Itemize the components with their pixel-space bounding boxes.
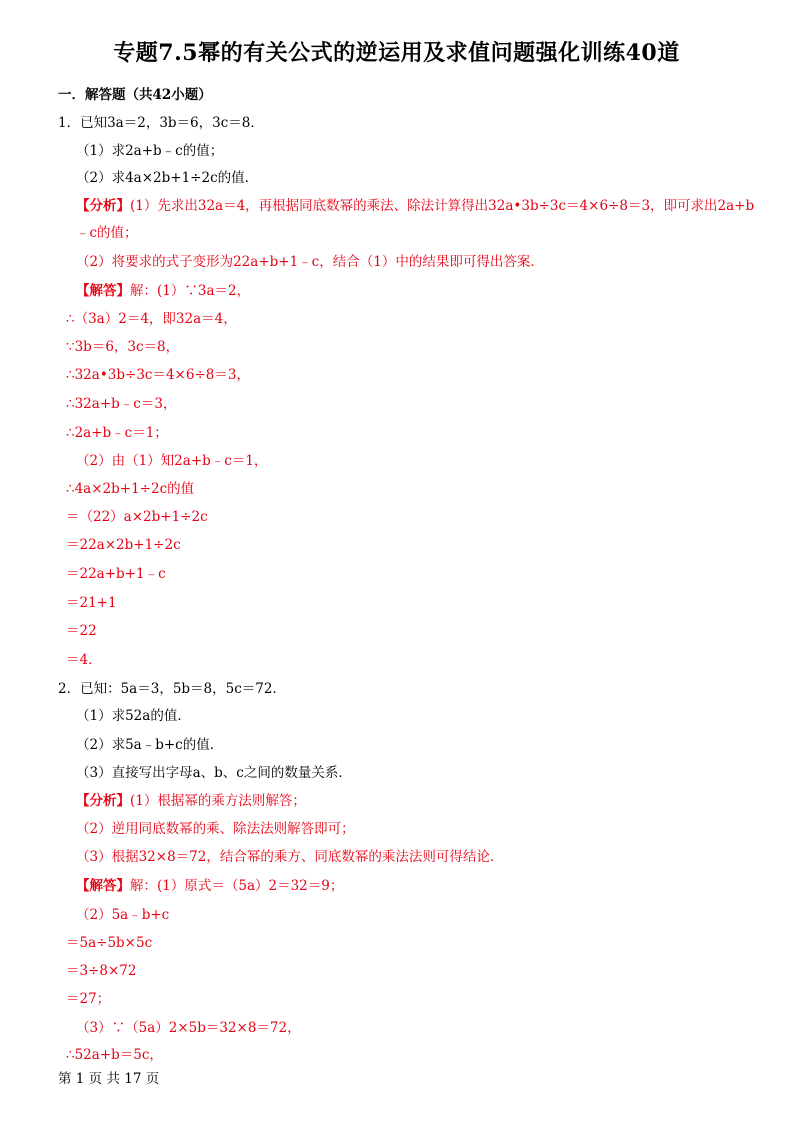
q2-part1: （1）求52a的值． [76, 708, 191, 724]
q1-answer-line: ∴32a•3b÷3c＝4×6÷8＝3， [66, 367, 250, 383]
q1-stem: 1．已知3a＝2，3b＝6，3c＝8． [58, 115, 264, 131]
answer-tag: 【解答】 [76, 283, 130, 299]
q2-answer-line: ＝3÷8×72 [66, 963, 137, 979]
q2-answer-line: （3）∵（5a）2×5b＝32×8＝72， [76, 1020, 301, 1036]
q1-answer-line: （2）由（1）知2a+b﹣c＝1， [76, 453, 268, 469]
q1-analysis-line1: 【分析】(1）先求出32a＝4，再根据同底数幂的乘法、除法计算得出32a•3b÷3c＝4×6÷8＝3，即可求出2a+b [76, 198, 755, 214]
analysis-tag: 【分析】 [76, 198, 130, 214]
q2-answer-line: ∴52a+b＝5c， [66, 1047, 163, 1063]
q1-answer-line: 【解答】解：(1）∵3a＝2， [76, 283, 251, 299]
q1-part1: （1）求2a+b﹣c的值； [76, 143, 224, 159]
page-title: 专题7.5幂的有关公式的逆运用及求值问题强化训练40道 [113, 40, 680, 66]
q1-answer-line: ＝（22）a×2b+1÷2c [66, 509, 208, 525]
q2-answer-line: ＝5a÷5b×5c [66, 935, 153, 951]
q1-part2: （2）求4a×2b+1÷2c的值． [76, 170, 259, 186]
q1-answer-line: ＝22a×2b+1÷2c [66, 537, 181, 553]
q2-answer-line: （2）5a﹣b+c [76, 907, 170, 923]
q2-analysis-line3: （3）根据32×8＝72，结合幂的乘方、同底数幂的乘法法则可得结论． [76, 849, 504, 865]
q2-answer-line: ＝27； [66, 991, 111, 1007]
q1-answer-line: ∴32a+b﹣c＝3， [66, 396, 177, 412]
q1-answer-line: ＝22 [66, 623, 97, 639]
q1-answer-line: ＝22a+b+1﹣c [66, 566, 166, 582]
q2-part2: （2）求5a﹣b+c的值． [76, 737, 224, 753]
q1-answer-line: ＝4． [66, 652, 102, 668]
q1-answer-line: ∴2a+b﹣c＝1； [66, 425, 168, 441]
q2-stem: 2．已知：5a＝3，5b＝8，5c＝72． [58, 681, 286, 697]
q1-analysis-line2: （2）将要求的式子变形为22a+b+1﹣c，结合（1）中的结果即可得出答案． [76, 254, 544, 270]
q2-part3: （3）直接写出字母a、b、c之间的数量关系． [76, 765, 352, 781]
q1-answer-line: ∴4a×2b+1÷2c的值 [66, 481, 195, 497]
q1-answer-line: ＝21+1 [66, 595, 117, 611]
q2-answer-line: 【解答】解：(1）原式＝（5a）2＝32＝9； [76, 878, 344, 894]
q1-analysis-line1b: ﹣c的值； [76, 225, 138, 241]
q2-analysis-line1: 【分析】(1）根据幂的乘方法则解答； [76, 793, 306, 809]
page-footer: 第 1 页 共 17 页 [58, 1071, 160, 1087]
analysis-tag: 【分析】 [76, 793, 130, 809]
q2-analysis-line2: （2）逆用同底数幂的乘、除法法则解答即可； [76, 821, 355, 837]
q1-answer-line: ∴（3a）2＝4，即32a＝4， [66, 311, 237, 327]
answer-tag: 【解答】 [76, 878, 130, 894]
section-heading: 一．解答题（共42小题） [58, 87, 212, 103]
q1-answer-line: ∵3b＝6，3c＝8， [66, 339, 180, 355]
